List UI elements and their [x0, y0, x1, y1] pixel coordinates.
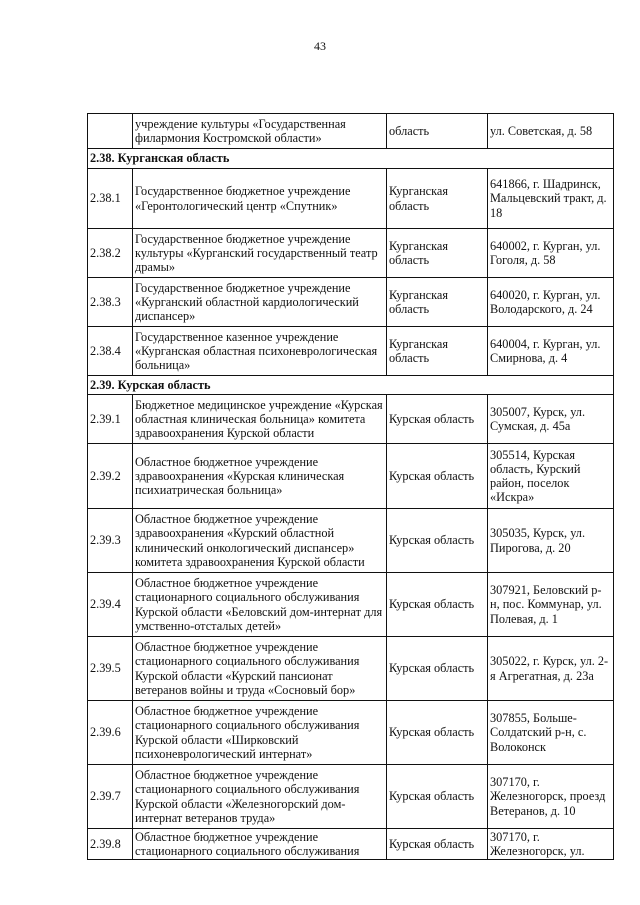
row-number: 2.38.4 — [88, 327, 133, 376]
row-number: 2.38.1 — [88, 169, 133, 229]
address: 307855, Больше-Солдатский р-н, с. Волоконск — [488, 701, 614, 765]
address: 305022, г. Курск, ул. 2-я Агрегатная, д. 23а — [488, 637, 614, 701]
region-name: Курская область — [387, 765, 488, 829]
institution-name: Государственное бюджетное учреждение «Курганский областной кардиологический диспансер» — [133, 278, 387, 327]
section-title: 2.38. Курганская область — [88, 149, 614, 169]
table-row — [88, 278, 614, 327]
table-row — [88, 637, 614, 701]
institution-name: Областное бюджетное учреждение здравоохранения «Курский областной клинический онкологический диспансер» комитета здравоохранения Курской области — [133, 509, 387, 573]
address: 640020, г. Курган, ул. Володарского, д. 24 — [488, 278, 614, 327]
table-row — [88, 573, 614, 637]
region-name: область — [387, 114, 488, 149]
table-body — [88, 114, 614, 860]
region-name: Курская область — [387, 395, 488, 444]
region-name: Курская область — [387, 573, 488, 637]
institution-name: Бюджетное медицинское учреждение «Курская областная клиническая больница» комитета здравоохранения Курской области — [133, 395, 387, 444]
address: 305514, Курская область, Курский район, поселок «Искра» — [488, 444, 614, 509]
address: 307921, Беловский р-н, пос. Коммунар, ул. Полевая, д. 1 — [488, 573, 614, 637]
row-number: 2.39.7 — [88, 765, 133, 829]
region-name: Курская область — [387, 509, 488, 573]
address: 307170, г. Железногорск, ул. — [488, 829, 614, 860]
institution-name: Областное бюджетное учреждение стационарного социального обслуживания Курской области «Беловский дом-интернат для умственно-отсталых детей» — [133, 573, 387, 637]
institution-name: Государственное бюджетное учреждение «Геронтологический центр «Спутник» — [133, 169, 387, 229]
table-row — [88, 229, 614, 278]
address: 305035, Курск, ул. Пирогова, д. 20 — [488, 509, 614, 573]
row-number: 2.39.2 — [88, 444, 133, 509]
institution-name: Областное бюджетное учреждение стационарного социального обслуживания Курской области «Ширковский психоневрологический интернат» — [133, 701, 387, 765]
address: 640002, г. Курган, ул. Гоголя, д. 58 — [488, 229, 614, 278]
table-row — [88, 509, 614, 573]
institution-name: Областное бюджетное учреждение стационарного социального обслуживания Курской области «Курский пансионат ветеранов войны и труда «Сосновый бор» — [133, 637, 387, 701]
table-row — [88, 169, 614, 229]
institution-name: Областное бюджетное учреждение стационарного социального обслуживания Курской области «Железногорский дом-интернат ветеранов труда» — [133, 765, 387, 829]
institution-name: Государственное бюджетное учреждение культуры «Курганский государственный театр драмы» — [133, 229, 387, 278]
institution-name: Государственное казенное учреждение «Курганская областная психоневрологическая больница» — [133, 327, 387, 376]
region-name: Курская область — [387, 829, 488, 860]
row-number: 2.39.6 — [88, 701, 133, 765]
address: ул. Советская, д. 58 — [488, 114, 614, 149]
address: 640004, г. Курган, ул. Смирнова, д. 4 — [488, 327, 614, 376]
row-number: 2.38.3 — [88, 278, 133, 327]
institution-name: учреждение культуры «Государственная филармония Костромской области» — [133, 114, 387, 149]
region-name: Курская область — [387, 701, 488, 765]
institution-name: Областное бюджетное учреждение стационарного социального обслуживания — [133, 829, 387, 860]
row-number: 2.39.4 — [88, 573, 133, 637]
address: 307170, г. Железногорск, проезд Ветеранов, д. 10 — [488, 765, 614, 829]
table-row-continuation — [88, 114, 614, 149]
institution-name: Областное бюджетное учреждение здравоохранения «Курская клиническая психиатрическая больница» — [133, 444, 387, 509]
page-number: 43 — [314, 39, 326, 53]
region-name: Курганская область — [387, 278, 488, 327]
row-number: 2.39.5 — [88, 637, 133, 701]
region-name: Курская область — [387, 637, 488, 701]
row-number: 2.39.1 — [88, 395, 133, 444]
institutions-table — [87, 113, 614, 860]
region-name: Курганская область — [387, 327, 488, 376]
table-row — [88, 829, 614, 860]
row-number: 2.38.2 — [88, 229, 133, 278]
table-row — [88, 765, 614, 829]
section-header-row — [88, 149, 614, 169]
row-number: 2.39.8 — [88, 829, 133, 860]
section-title: 2.39. Курская область — [88, 376, 614, 395]
address: 305007, Курск, ул. Сумская, д. 45а — [488, 395, 614, 444]
address: 641866, г. Шадринск, Мальцевский тракт, д. 18 — [488, 169, 614, 229]
table-row — [88, 701, 614, 765]
table-row — [88, 395, 614, 444]
region-name: Курганская область — [387, 169, 488, 229]
table-row — [88, 444, 614, 509]
region-name: Курская область — [387, 444, 488, 509]
section-header-row — [88, 376, 614, 395]
row-number: 2.39.3 — [88, 509, 133, 573]
region-name: Курганская область — [387, 229, 488, 278]
row-number — [88, 114, 133, 149]
table-row — [88, 327, 614, 376]
